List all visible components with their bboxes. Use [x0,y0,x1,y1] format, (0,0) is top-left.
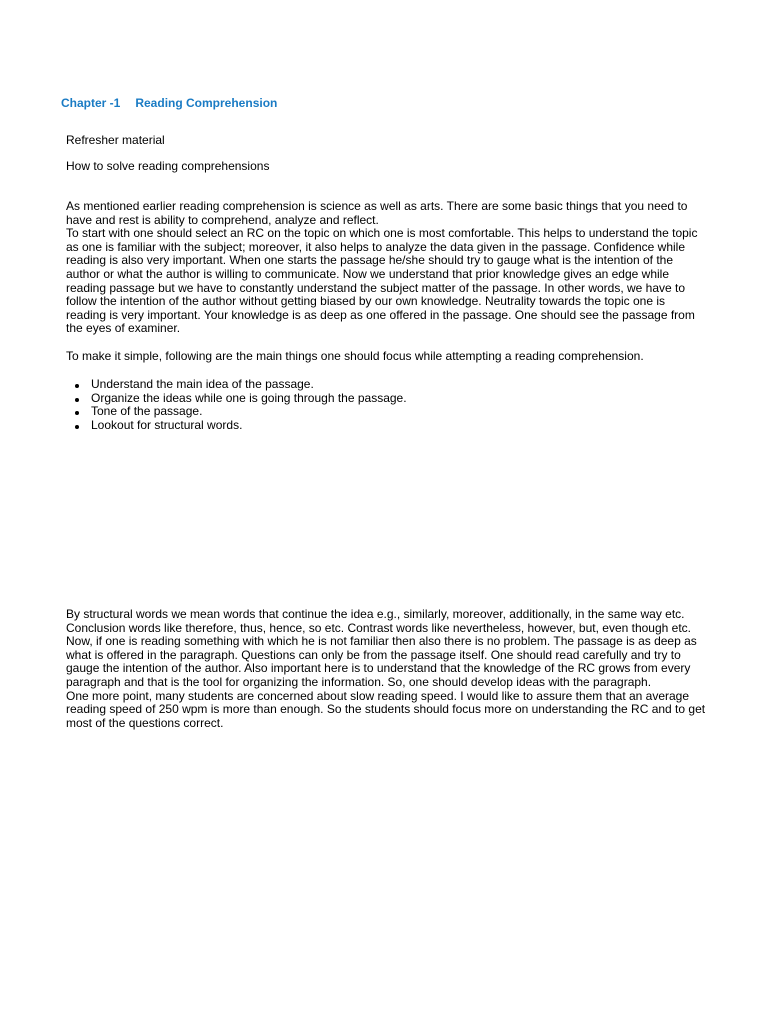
focus-list [66,378,407,432]
paragraph-science-arts: As mentioned earlier reading comprehension is science as well as arts. There are some basic things that you need to have and rest is ability to comprehend, analyze and reflect. [66,199,688,227]
paragraph-structural-words: By structural words we mean words that continue the idea e.g., similarly, moreover, additionally, in the same way etc. Conclusion words like therefore, thus, hence, so etc. Contrast words like nevertheless, however, but, even though etc. Now, if one is reading something with which he is not familiar then also there is no problem. The passage is as deep as what is offered in the paragraph. Questions can only be from the passage itself. One should read carefully and try to gauge the intention of the author. Also important here is to understand that the knowledge of the RC grows from every paragraph and that is the tool for organizing the information. So, one should develop ideas with the paragraph. [66,607,697,689]
paragraph-reading-speed: One more point, many students are concerned about slow reading speed. I would like to assure them that an average reading speed of 250 wpm is more than enough. So the students should focus more on understanding the RC and to get most of the questions correct. [66,688,706,730]
how-to-subtitle: How to solve reading comprehensions [66,159,270,173]
list-item: Lookout for structural words. [66,419,407,433]
paragraph-select-rc: To start with one should select an RC on the topic on which one is most comfortable. This helps to understand the topic as one is familiar with the subject; moreover, it also helps to analyze the data given in the passage. Confidence while reading is also very important. When one starts the passage he/she should try to gauge what is the intention of the author or what the author is willing to communicate. Now we understand that prior knowledge gives an edge while reading passage but we have to constantly understand the subject matter of the passage. In other words, we have to follow the intention of the author without getting biased by our own knowledge. Neutrality towards the topic one is reading is very important. Your knowledge is as deep as one offered in the passage. One should see the passage from the eyes of examiner. [66,226,698,336]
bullet-icon [75,398,79,402]
bullet-icon [75,384,79,388]
intro-paragraphs [66,200,706,336]
list-item: Understand the main idea of the passage. [66,378,407,392]
paragraph-make-simple: To make it simple, following are the main things one should focus while attempting a reading comprehension. [66,349,644,363]
chapter-heading [61,96,277,110]
chapter-title: Reading Comprehension [135,96,278,110]
bullet-icon [75,411,79,415]
refresher-subtitle: Refresher material [66,133,165,147]
chapter-label: Chapter -1 [61,96,121,110]
bullet-icon [75,425,79,429]
closing-paragraphs [66,608,706,730]
list-item: Tone of the passage. [66,405,407,419]
list-item: Organize the ideas while one is going through the passage. [66,392,407,406]
